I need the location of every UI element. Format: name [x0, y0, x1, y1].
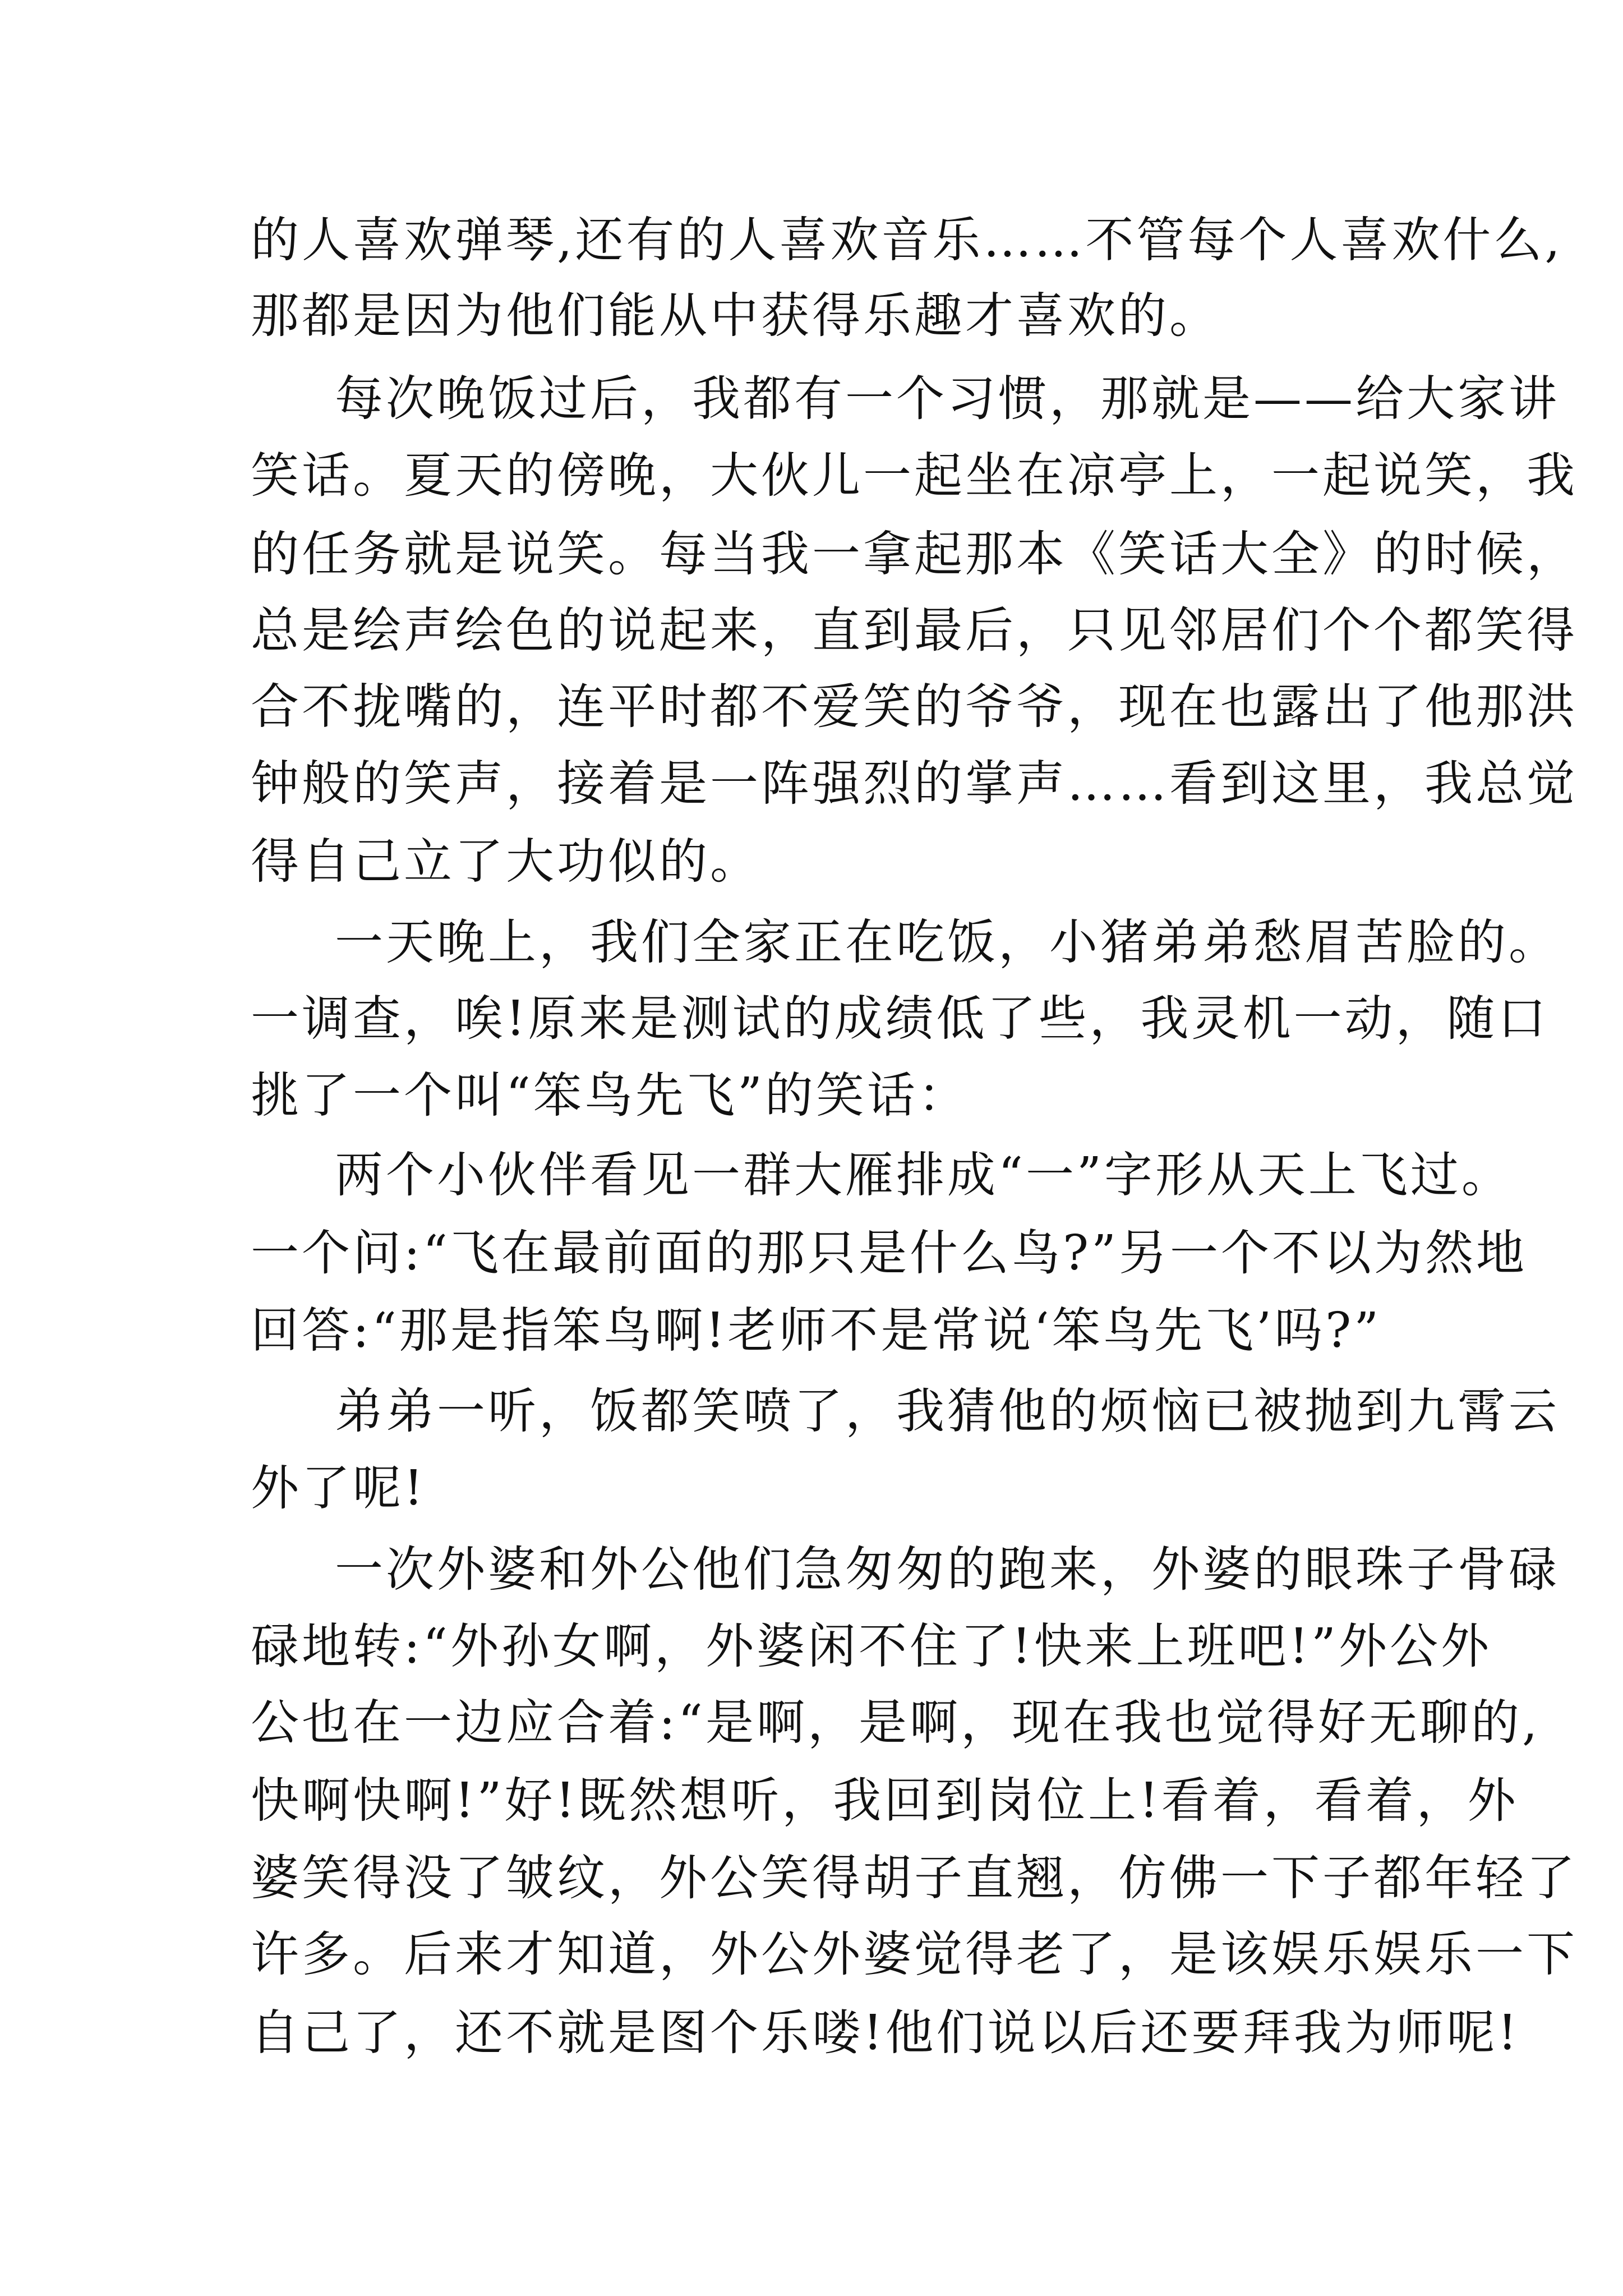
text-line-14: 一个问:“飞在最前面的那只是什么鸟?”另一个不以为然地 [251, 1225, 1528, 1281]
text-line-16: 弟弟一听，饭都笑喷了，我猜他的烦恼已被抛到九霄云 [335, 1383, 1560, 1439]
text-line-9: 得自己立了大功似的。 [251, 834, 761, 890]
text-line-12: 挑了一个叫“笨鸟先飞”的笑话： [251, 1068, 969, 1124]
text-line-18: 一次外婆和外公他们急匆匆的跑来，外婆的眼珠子骨碌 [335, 1542, 1560, 1598]
text-line-15: 回答:“那是指笨鸟啊!老师不是常说‘笨鸟先飞’吗?” [251, 1303, 1382, 1359]
text-line-20: 公也在一边应合着:“是啊，是啊，现在我也觉得好无聊的, [251, 1695, 1541, 1751]
text-line-21: 快啊快啊!”好!既然想听，我回到岗位上!看着，看着，外 [251, 1773, 1519, 1829]
text-line-22: 婆笑得没了皱纹，外公笑得胡子直翘，仿佛一下子都年轻了 [251, 1850, 1578, 1906]
text-line-23: 许多。后来才知道，外公外婆觉得老了，是该娱乐娱乐一下 [251, 1926, 1578, 1982]
text-line-13: 两个小伙伴看见一群大雁排成“一”字形从天上飞过。 [335, 1147, 1513, 1203]
text-line-19: 碌地转:“外孙女啊，外婆闲不住了!快来上班吧!”外公外 [251, 1618, 1492, 1674]
text-line-10: 一天晚上，我们全家正在吃饭，小猪弟弟愁眉苦脸的。 [335, 914, 1560, 970]
text-line-8: 钟般的笑声，接着是一阵强烈的掌声……看到这里，我总觉 [251, 756, 1578, 812]
text-line-6: 总是绘声绘色的说起来，直到最后，只见邻居们个个都笑得 [251, 602, 1578, 659]
text-line-24: 自己了，还不就是图个乐喽!他们说以后还要拜我为师呢! [251, 2005, 1520, 2061]
text-line-3: 每次晚饭过后，我都有一个习惯，那就是——给大家讲 [335, 371, 1560, 427]
text-line-5: 的任务就是说笑。每当我一拿起那本《笑话大全》的时候， [251, 526, 1578, 582]
text-line-17: 外了呢! [251, 1460, 426, 1516]
text-line-1: 的人喜欢弹琴,还有的人喜欢音乐……不管每个人喜欢什么, [251, 212, 1563, 268]
text-line-11: 一调查，唉!原来是测试的成绩低了些，我灵机一动，随口 [251, 991, 1549, 1047]
text-line-4: 笑话。夏天的傍晚，大伙儿一起坐在凉亭上，一起说笑，我 [251, 448, 1578, 504]
text-line-7: 合不拢嘴的，连平时都不爱笑的爷爷，现在也露出了他那洪 [251, 679, 1578, 735]
text-line-2: 那都是因为他们能从中获得乐趣才喜欢的。 [251, 288, 1220, 344]
